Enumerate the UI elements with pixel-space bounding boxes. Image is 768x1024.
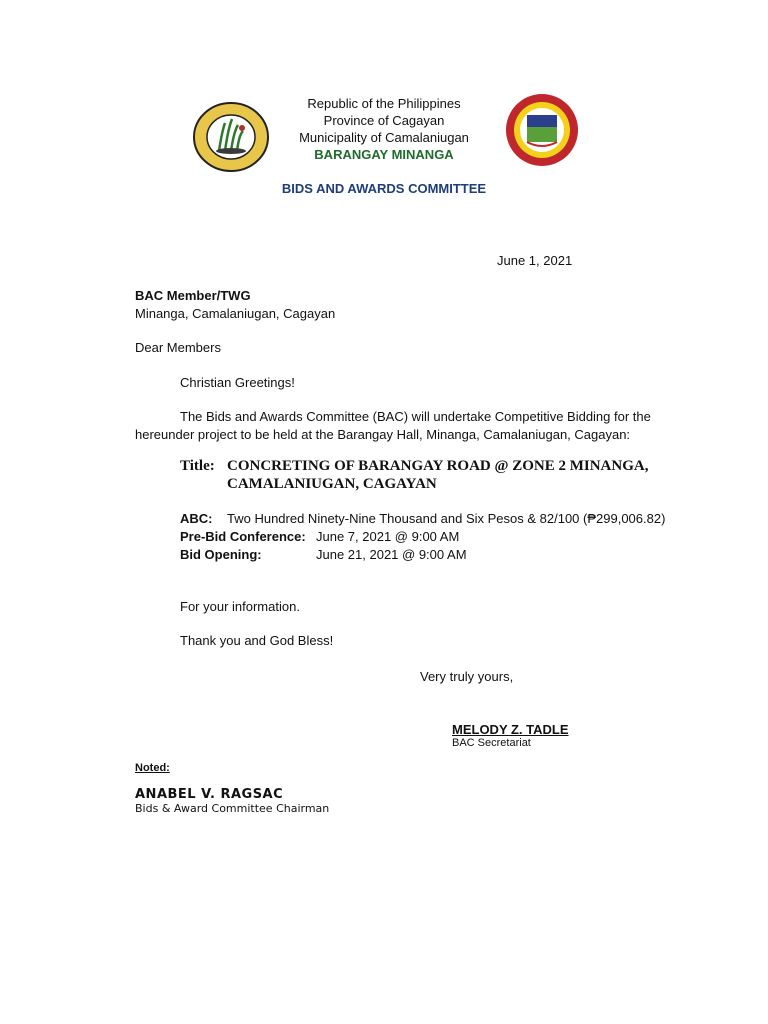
- addressee-location: Minanga, Camalaniugan, Cagayan: [135, 306, 336, 321]
- body-line-1: The Bids and Awards Committee (BAC) will undertake Competitive Bidding for the: [180, 409, 651, 424]
- closing: Very truly yours,: [420, 669, 514, 684]
- header-barangay: BARANGAY MINANGA: [314, 147, 454, 162]
- project-title-line-2: CAMALANIUGAN, CAGAYAN: [227, 476, 437, 492]
- opening-label: Bid Opening:: [180, 547, 262, 562]
- info-line: For your information.: [180, 599, 300, 614]
- signatory-role: BAC Secretariat: [452, 737, 531, 749]
- prebid-value: June 7, 2021 @ 9:00 AM: [316, 529, 460, 544]
- body-line-2: hereunder project to be held at the Barangay Hall, Minanga, Camalaniugan, Cagayan:: [135, 427, 631, 442]
- header-province: Province of Cagayan: [323, 113, 445, 128]
- addressee-title: BAC Member/TWG: [135, 288, 251, 303]
- committee-title: BIDS AND AWARDS COMMITTEE: [281, 181, 487, 196]
- prebid-label: Pre-Bid Conference:: [180, 529, 306, 544]
- salutation: Dear Members: [135, 340, 221, 355]
- abc-value: Two Hundred Ninety-Nine Thousand and Six Pesos & 82/100 (₱299,006.82): [227, 511, 666, 526]
- signatory-name: MELODY Z. TADLE: [452, 722, 569, 737]
- abc-label: ABC:: [180, 511, 213, 526]
- project-title-line-1: CONCRETING OF BARANGAY ROAD @ ZONE 2 MINANGA,: [227, 458, 649, 474]
- chairman-role: Bids & Award Committee Chairman: [135, 802, 330, 815]
- noted-label: Noted:: [135, 762, 170, 774]
- header-municipality: Municipality of Camalaniugan: [299, 130, 469, 145]
- letter-date: June 1, 2021: [497, 253, 573, 268]
- header-republic: Republic of the Philippines: [307, 96, 461, 111]
- project-title-label: Title:: [180, 458, 215, 474]
- chairman-name: ANABEL V. RAGSAC: [135, 787, 284, 802]
- opening-value: June 21, 2021 @ 9:00 AM: [316, 547, 467, 562]
- greeting: Christian Greetings!: [180, 375, 295, 390]
- thanks-line: Thank you and God Bless!: [180, 633, 334, 648]
